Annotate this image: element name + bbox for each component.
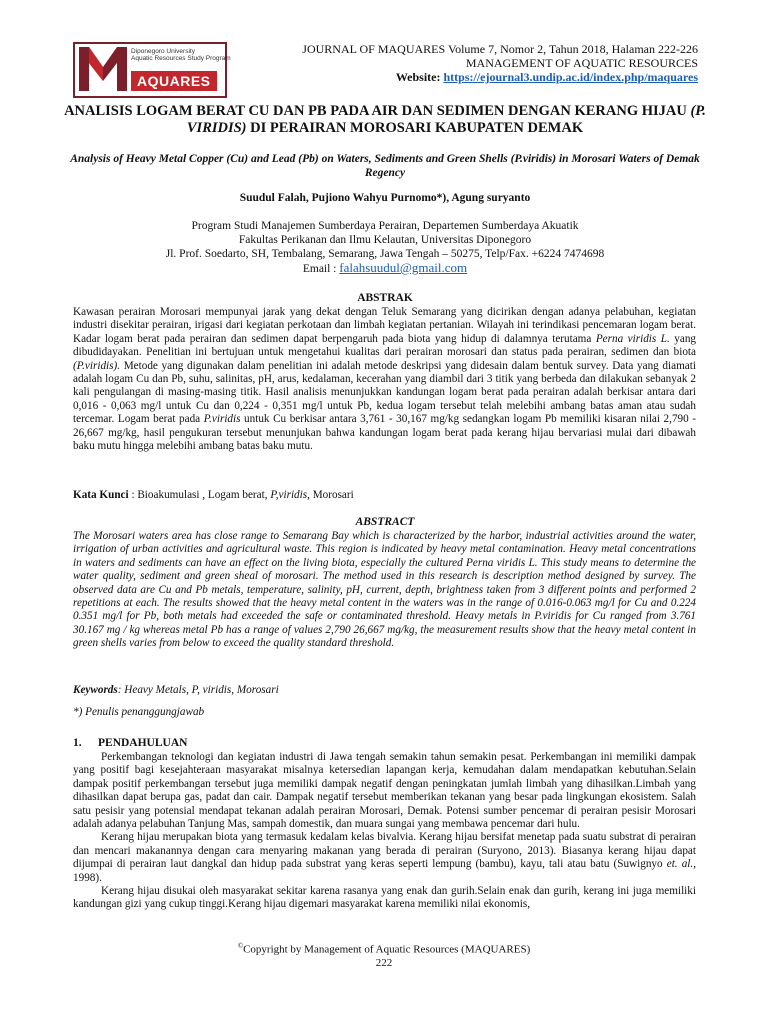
paper-authors: Suudul Falah, Pujiono Wahyu Purnomo*), Agung suryanto (239, 192, 531, 204)
corresponding-author-note: *) Penulis penanggungjawab (73, 706, 205, 718)
journal-volume-line: JOURNAL OF MAQUARES Volume 7, Nomor 2, Tahun 2018, Halaman 222-226 (302, 42, 698, 56)
abstrak-heading: ABSTRAK (357, 292, 413, 304)
logo-name: AQUARES (131, 71, 217, 91)
email-link[interactable]: falahsuudul@gmail.com (339, 260, 468, 275)
journal-header (302, 42, 698, 84)
journal-website-line (302, 70, 698, 84)
abstract-body: The Morosari waters area has close range to Semarang Bay which is characterized by the harbor, industrial activities around the water, irrigation of urban activities and agricultural waste. This region is indicated by heavy metal contamination. Heavy metal concentrations in waters and sediments can have an effect on the living biota, especially the cultured Perna viridis L. This study means to determine the water quality, sediment and green sheal of morosari. The method used in this research is description method designed by survey. The observed data are Cu and Pb metals, temperature, salinity, pH, current, depth, brightness taken from 3 different points and performed 2 repetitions at each. The results showed that the heavy metal content in the waters was in the range of 0.016-0.063 mg/l for Cu and 0.224 0.351 mg/l for Pb, both metals had exceeded the safe or contaminated threshold. Heavy metals in P.viridis for Cu ranged from 3.761 30.167 mg / kg whereas metal Pb has a range of values 2,790 26,667 mg/kg, the measurement results show that the heavy metal content in green shells varies from below to exceed the quality standard threshold. (73, 530, 696, 650)
website-label: Website: (395, 70, 444, 84)
page-number: 222 (375, 956, 393, 969)
m-logo-icon (79, 47, 127, 91)
paragraph-3: Kerang hijau disukai oleh masyarakat sekitar karena rasanya yang enak dan gurih.Selain enak dan gurih, kerang ini juga memiliki kandungan gizi yang cukup tinggi.Kerang hijau digemari masyarakat karena memiliki nilai ekonomis, (73, 885, 696, 911)
paragraph-2: Kerang hijau merupakan biota yang termasuk kedalam kelas bivalvia. Kerang hijau bersifat menetap pada suatu substrat di perairan dan mencari makanannya dengan cara menyaring makanan yang berada di perairan (Suryono, 2013). Biasanya kerang hijau dapat dijumpai di perairan laut dangkal dan hidup pada substrat yang keras seperti lempung (bambu), kayu, tali atau batu (Suwignyo et. al., 1998). (73, 831, 697, 884)
abstract-heading: ABSTRACT (355, 516, 415, 528)
author-affiliation: Program Studi Manajemen Sumberdaya Perairan, Departemen Sumberdaya Akuatik Fakultas Perikanan dan Ilmu Kelautan, Universitas Diponegoro Jl. Prof. Soedarto, SH, Tembalang, Semarang, Jawa Tengah – 50275, Telp/Fax. +6224 7474698 Email : falahsuudul@gmail.com (165, 220, 605, 275)
paper-subtitle-english: Analysis of Heavy Metal Copper (Cu) and Lead (Pb) on Waters, Sediments and Green Shells (P.viridis) in Morosari Waters of Demak Regency (70, 153, 700, 179)
aquares-logo (73, 42, 231, 98)
kata-kunci: Kata Kunci : Bioakumulasi , Logam berat, P,viridis, Morosari (73, 489, 354, 501)
paper-title: ANALISIS LOGAM BERAT CU DAN PB PADA AIR DAN SEDIMEN DENGAN KERANG HIJAU (P. VIRIDIS) DI PERAIRAN MOROSARI KABUPATEN DEMAK (64, 103, 706, 136)
logo-university: Diponegoro University Aquatic Resources Study Program (131, 48, 231, 62)
keywords: Keywords: Heavy Metals, P, viridis, Morosari (73, 684, 279, 696)
copyright-line: ©Copyright by Management of Aquatic Resources (MAQUARES) (237, 942, 531, 956)
journal-org-line: MANAGEMENT OF AQUATIC RESOURCES (465, 56, 698, 70)
section-heading: 1. PENDAHULUAN (73, 737, 188, 749)
page-footer (0, 940, 768, 970)
website-link[interactable]: https://ejournal3.undip.ac.id/index.php/maquares (443, 70, 698, 84)
section-body (73, 751, 696, 912)
paragraph-1: Perkembangan teknologi dan kegiatan industri di Jawa tengah semakin tahun semakin pesat. Perkembangan ini memiliki dampak yang positif bagi kesejahteraan masyarakat misalnya ketersedian lapangan kerja, kemudahan dalam mendapatkan kebutuhan.Selain dampak positif perkembangan tersebut juga memiliki dampak negatif dengan peningkatan jumlah limbah yang dihasilkan.Limbah yang dihasilkan dapat berupa gas, padat dan cair. Dampak negatif tersebut memberikan tekanan yang besar pada lingkungan ekosistem. Salah satu pesisir yang potensial mendapat tekanan adalah perairan Morosari, Demak. Potensi sumber pencemar di perairan pesisir Morosari adalah adanya pelabuhan Tanjung Mas, sampah domestik, dan muara sungai yang membawa pencemar dari hulu. (73, 751, 696, 831)
abstrak-body: Kawasan perairan Morosari mempunyai jarak yang dekat dengan Teluk Semarang yang dicirikan dengan adanya pelabuhan, kegiatan industri disekitar perairan, irigasi dari kegiatan perkotaan dan limbah kegiatan pertanian. Wilayah ini terindikasi pencemaran logam berat. Kadar logam berat pada perairan dan sedimen dapat berpengaruh pada biota yang hidup di dalamnya terutama Perna viridis L. yang dibudidayakan. Penelitian ini bertujuan untuk mengetahui kualitas dari perairan morosari dan status pada perairan, sedimen dan biota (P.viridis). Metode yang digunakan dalam penelitian ini adalah metode deskripsi yang didesain dalam bentuk survey. Data yang diamati adalah logam Cu dan Pb, suhu, salinitas, pH, arus, kedalaman, kecerahan yang diambil dari 3 titik yang berbeda dan dilakukan sebanyak 2 kali pengulangan di masing-masing titik. Hasil analisis menunjukkan kandungan logam berat pada perairan adalah berkisar antara dari 0,016 - 0,063 mg/l untuk Cu dan 0,224 - 0,351 mg/l untuk Pb, kedua logam tersebut telah melebihi ambang batas aman atau sudah tercemar. Logam berat pada P.viridis untuk Cu berkisar antara 3,761 - 30,167 mg/kg sedangkan logam Pb memiliki kisaran nilai 2,790 - 26,667 mg/kg, hasil pengukuran tersebut menunjukan bahwa kandungan logam berat pada kerang hijau bervariasi mulai dari dibawah baku mutu hingga melebihi ambang batas baku mutu. (73, 306, 697, 453)
